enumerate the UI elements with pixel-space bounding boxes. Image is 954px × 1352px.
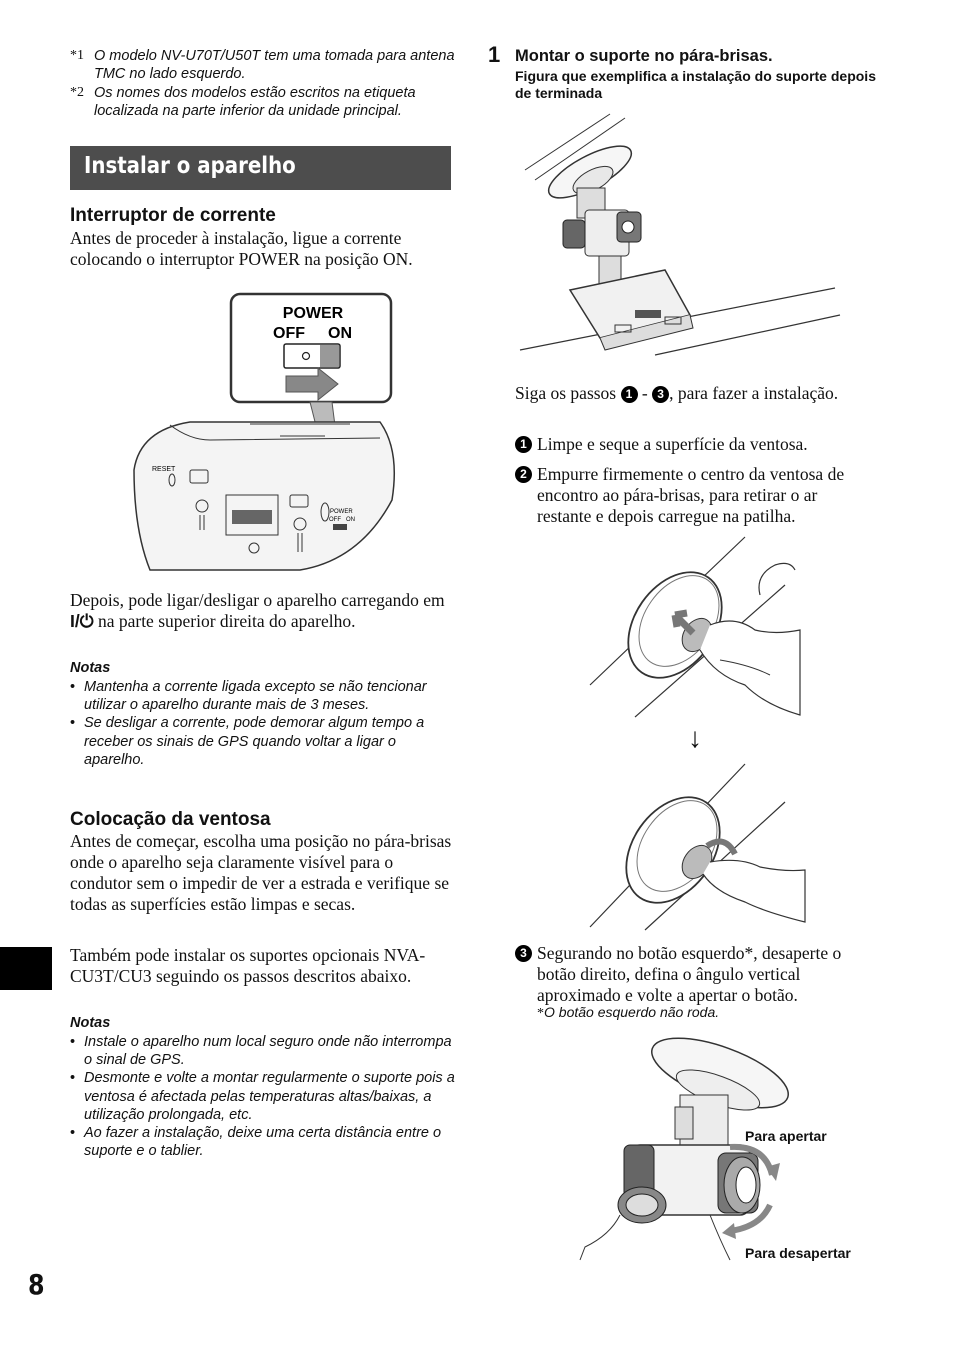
note-item: • Instale o aparelho num local seguro onde não interrompa o sinal de GPS. bbox=[70, 1033, 455, 1069]
bracket-installed-figure bbox=[515, 110, 845, 360]
substep-number: 2 bbox=[515, 466, 532, 483]
reset-label: RESET bbox=[152, 466, 176, 473]
notes-2-title: Notas bbox=[70, 1015, 111, 1031]
power-after-suffix: na parte superior direita do aparelho. bbox=[93, 611, 356, 631]
step-number: 1 bbox=[488, 42, 501, 67]
section-header bbox=[70, 146, 451, 190]
page-number: 8 bbox=[28, 1268, 45, 1301]
note-item: • Mantenha a corrente ligada excepto se não tencionar utilizar o aparelho durante mais de 3 meses. bbox=[70, 678, 455, 714]
small-off-label: OFF bbox=[329, 517, 341, 523]
note-item: • Se desligar a corrente, pode demorar algum tempo a receber os sinais de GPS quando voltar a ligar o aparelho. bbox=[70, 714, 455, 769]
power-after-prefix: Depois, pode ligar/desligar o aparelho carregando em bbox=[70, 590, 445, 610]
footnote-2 bbox=[70, 84, 455, 120]
knob-footnote-text: O botão esquerdo não roda. bbox=[544, 1004, 720, 1020]
page-edge-tab bbox=[0, 947, 52, 990]
substep-1 bbox=[515, 434, 885, 455]
power-heading: Interruptor de corrente bbox=[70, 205, 276, 226]
knob-footnote bbox=[537, 1004, 719, 1022]
follow-prefix: Siga os passos bbox=[515, 383, 621, 403]
step-circle-1: 1 bbox=[621, 386, 638, 403]
suction-heading: Colocação da ventosa bbox=[70, 809, 271, 830]
notes-1-title: Notas bbox=[70, 660, 111, 676]
follow-steps bbox=[515, 383, 865, 404]
footnote-text: O modelo NV-U70T/U50T tem uma tomada para antena TMC no lado esquerdo. bbox=[94, 48, 455, 82]
substep-text: Limpe e seque a superfície da ventosa. bbox=[537, 434, 808, 454]
suction-para-1: Antes de começar, escolha uma posição no pára-brisas onde o aparelho seja claramente visível para o condutor sem o impedir de ver a estrada e verifique se todas as superfícies estão limpas e secas. bbox=[70, 831, 452, 914]
footnote-mark: *1 bbox=[70, 48, 84, 63]
down-arrow-icon: ↓ bbox=[688, 722, 702, 753]
substep-number: 1 bbox=[515, 436, 532, 453]
notes-1-list bbox=[70, 678, 455, 769]
knob-adjust-figure bbox=[580, 1035, 800, 1260]
follow-sep: - bbox=[637, 383, 653, 403]
substep-3 bbox=[515, 943, 865, 1006]
off-label: OFF bbox=[273, 325, 305, 342]
flip-lever-figure bbox=[585, 762, 815, 932]
note-item: • Ao fazer a instalação, deixe uma certa distância entre o suporte e o tablier. bbox=[70, 1124, 455, 1160]
footnote-text: Os nomes dos modelos estão escritos na etiqueta localizada na parte inferior da unidade principal. bbox=[94, 85, 416, 119]
small-on-label: ON bbox=[346, 517, 355, 523]
footnote-1 bbox=[70, 47, 455, 83]
label-tighten: Para apertar bbox=[745, 1128, 827, 1144]
push-suction-figure bbox=[585, 535, 815, 720]
power-intro: Antes de proceder à instalação, ligue a corrente colocando o interruptor POWER na posição ON. bbox=[70, 228, 413, 269]
step-subtitle: Figura que exemplifica a instalação do suporte depois de terminada bbox=[515, 68, 876, 101]
suction-para-2: Também pode instalar os suportes opcionais NVA-CU3T/CU3 seguindo os passos descritos abaixo. bbox=[70, 945, 426, 986]
substep-2 bbox=[515, 464, 875, 527]
step-circle-3: 3 bbox=[652, 386, 669, 403]
notes-2-list bbox=[70, 1033, 455, 1160]
step-title: Montar o suporte no pára-brisas. bbox=[515, 47, 773, 65]
small-power-label: POWER bbox=[330, 509, 353, 515]
power-after bbox=[70, 590, 455, 632]
power-toggle-symbol: I/⏻ bbox=[70, 611, 94, 631]
substep-text: Segurando no botão esquerdo*, desaperte o botão direito, defina o ângulo vertical aproximado e volte a apertar o botão. bbox=[537, 943, 842, 1005]
section-title: Instalar o aparelho bbox=[84, 153, 296, 179]
power-switch-figure bbox=[130, 290, 400, 575]
on-label: ON bbox=[328, 325, 352, 342]
footnote-mark: *2 bbox=[70, 85, 84, 100]
follow-suffix: , para fazer a instalação. bbox=[669, 383, 839, 403]
label-loosen: Para desapertar bbox=[745, 1245, 851, 1261]
knob-footnote-mark: * bbox=[537, 1006, 544, 1021]
substep-number: 3 bbox=[515, 945, 532, 962]
substep-text: Empurre firmemente o centro da ventosa de encontro ao pára-brisas, para retirar o ar restante e depois carregue na patilha. bbox=[537, 464, 845, 526]
power-label: POWER bbox=[282, 305, 344, 322]
note-item: • Desmonte e volte a montar regularmente o suporte pois a ventosa é afectada pelas temperaturas altas/baixas, a utilização prolongada, etc. bbox=[70, 1069, 455, 1124]
